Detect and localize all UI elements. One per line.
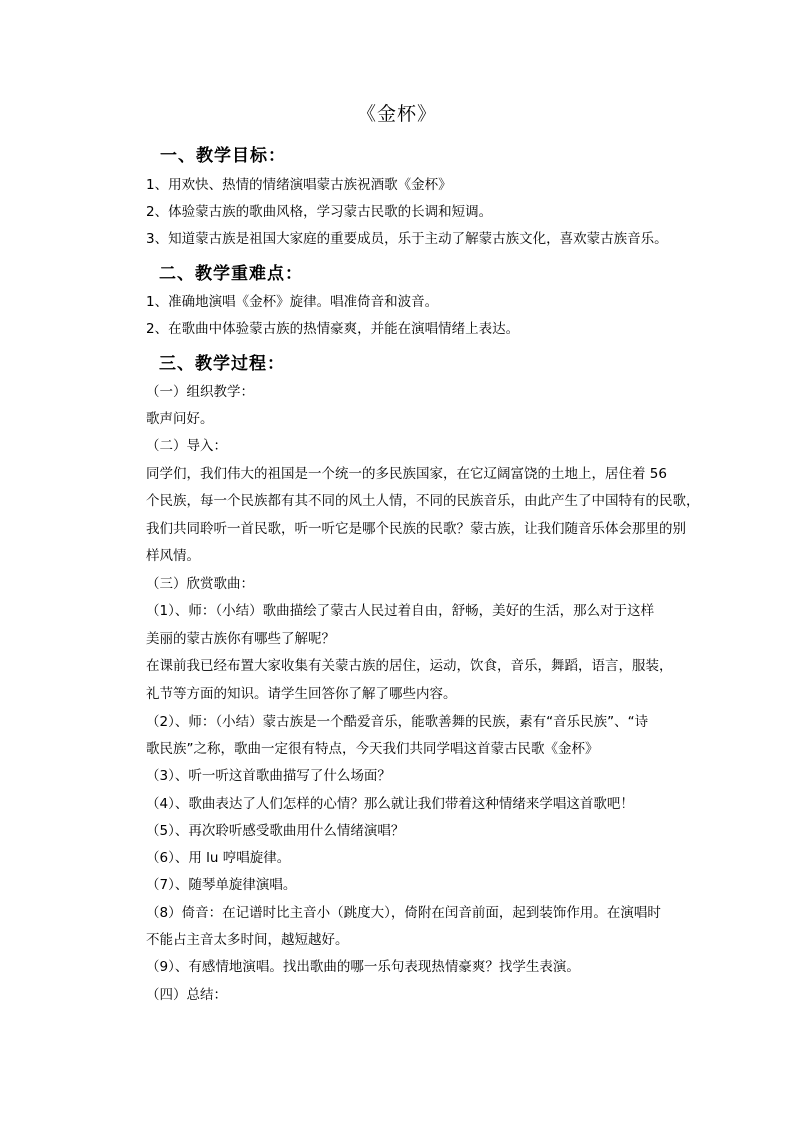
process-line: 在课前我已经布置大家收集有关蒙古族的居住，运动，饮食，音乐，舞蹈，语言，服装， [146, 658, 673, 674]
process-line: （2）、师：（小结）蒙古族是一个酷爱音乐，能歌善舞的民族，素有“音乐民族”、“诗 [146, 714, 649, 730]
process-line: 同学们，我们伟大的祖国是一个统一的多民族国家，在它辽阔富饶的土地上，居住着 56 [146, 466, 667, 482]
document-title: 《金杯》 [356, 103, 437, 125]
process-line: （1）、师：（小结）歌曲描绘了蒙古人民过着自由，舒畅，美好的生活，那么对于这样 [146, 603, 655, 619]
process-line: （3）、听一听这首歌曲描写了什么场面？ [146, 768, 391, 784]
section-heading-key-points: 二、教学重难点： [159, 264, 303, 284]
process-line: （6）、用 lu 哼唱旋律。 [146, 850, 291, 866]
process-line: （四）总结： [146, 987, 227, 1003]
process-line: 样风情。 [146, 548, 200, 564]
process-line: （一）组织教学： [146, 384, 254, 400]
process-line: 歌民族”之称，歌曲一定很有特点，今天我们共同学唱这首蒙古民歌《金杯》 [146, 741, 599, 757]
process-line: （二）导入： [146, 438, 227, 454]
objective-item-1: 1、用欢快、热情的情绪演唱蒙古族祝酒歌《金杯》 [146, 177, 452, 193]
section-heading-process: 三、教学过程： [159, 354, 285, 374]
process-line: 美丽的蒙古族你有哪些了解呢？ [146, 631, 335, 647]
objective-item-2: 2、体验蒙古族的歌曲风格，学习蒙古民歌的长调和短调。 [146, 204, 493, 220]
key-point-item-1: 1、准确地演唱《金杯》旋律。唱准倚音和波音。 [146, 294, 439, 310]
process-line: （9）、有感情地演唱。找出歌曲的哪一乐句表现热情豪爽？找学生表演。 [146, 959, 580, 975]
process-line: （8）倚音：在记谱时比主音小（跳度大），倚附在闰音前面，起到装饰作用。在演唱时 [146, 905, 661, 921]
process-line: 不能占主音太多时间，越短越好。 [146, 932, 349, 948]
key-point-item-2: 2、在歌曲中体验蒙古族的热情豪爽，并能在演唱情绪上表达。 [146, 321, 520, 337]
process-line: 歌声问好。 [146, 411, 214, 427]
process-line: （7）、随琴单旋律演唱。 [146, 877, 297, 893]
section-heading-objectives: 一、教学目标： [160, 146, 286, 166]
process-line: （三）欣赏歌曲： [146, 576, 254, 592]
process-line: 个民族，每一个民族都有其不同的风土人情，不同的民族音乐，由此产生了中国特有的民歌， [146, 493, 700, 509]
process-line: （5）、再次聆听感受歌曲用什么情绪演唱？ [146, 823, 405, 839]
objective-item-3: 3、知道蒙古族是祖国大家庭的重要成员，乐于主动了解蒙古族文化，喜欢蒙古族音乐。 [146, 231, 668, 247]
process-line: 礼节等方面的知识。请学生回答你了解了哪些内容。 [146, 686, 457, 702]
process-line: 我们共同聆听一首民歌，听一听它是哪个民族的民歌？蒙古族，让我们随音乐体会那里的别 [146, 521, 686, 537]
process-line: （4）、歌曲表达了人们怎样的心情？那么就让我们带着这种情绪来学唱这首歌吧！ [146, 796, 634, 812]
